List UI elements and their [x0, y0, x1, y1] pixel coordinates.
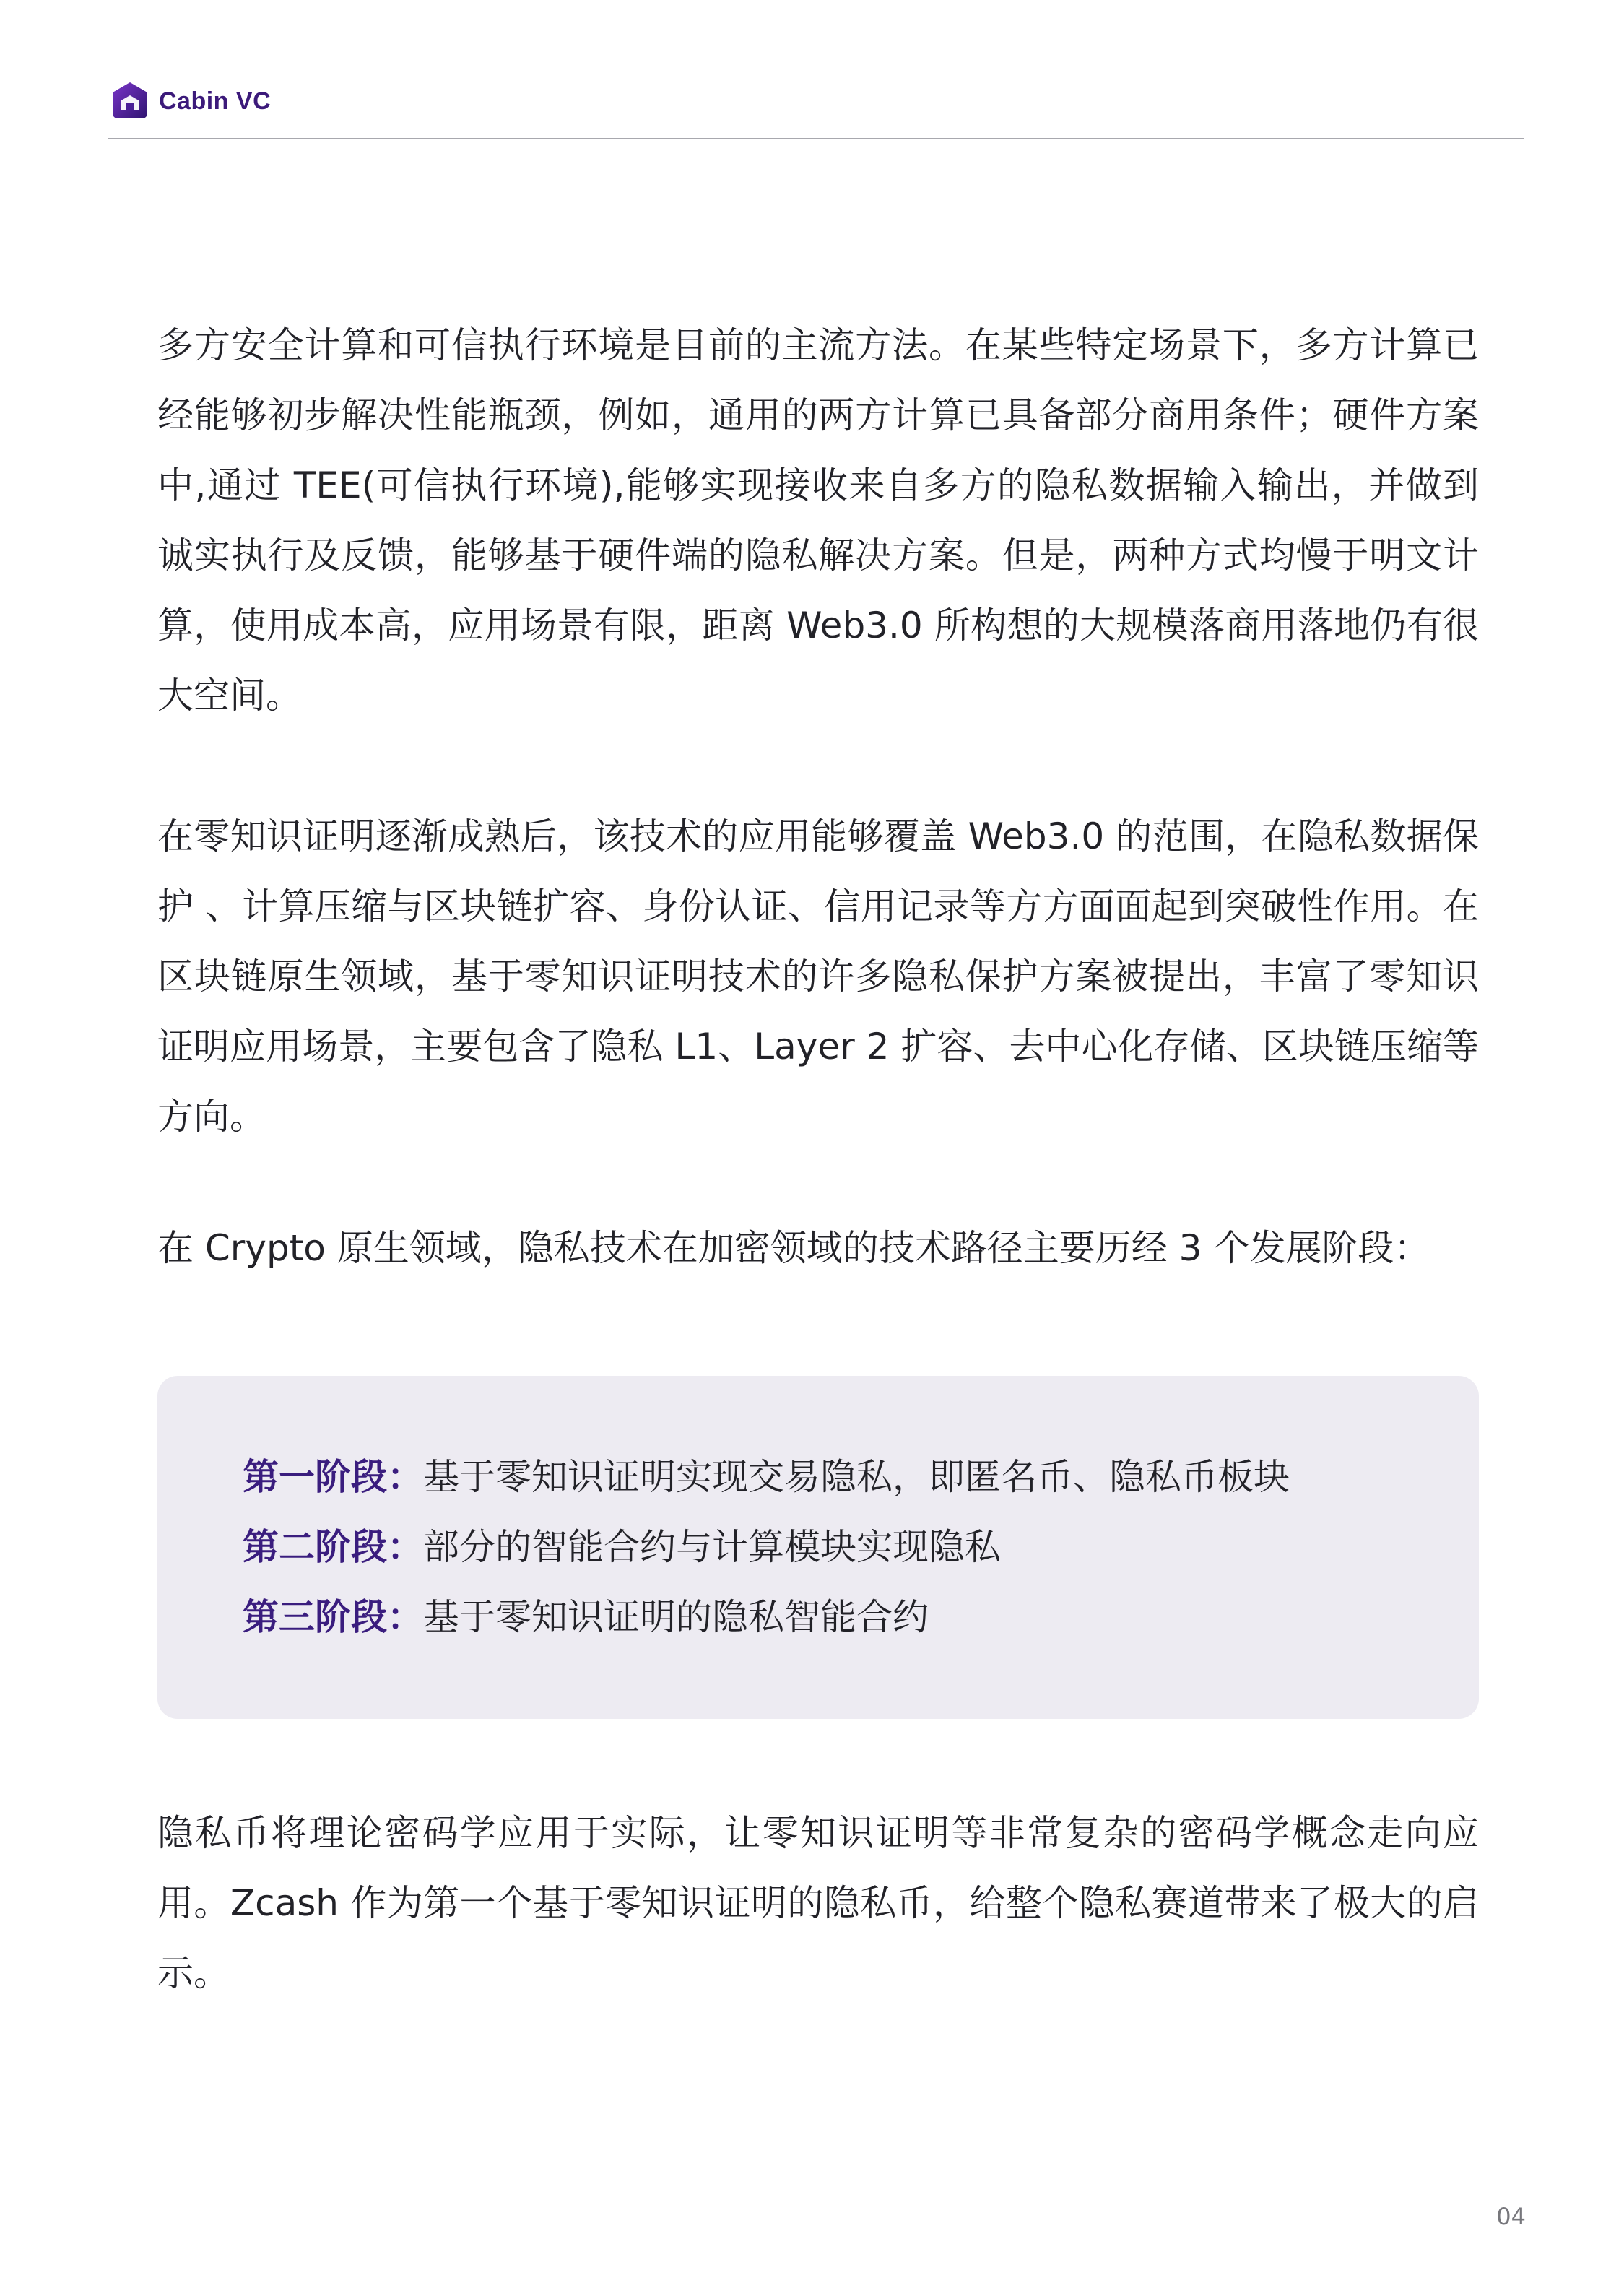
stage-label: 第三阶段：: [243, 1596, 423, 1638]
stage-label: 第二阶段：: [243, 1526, 423, 1568]
stage-item: [243, 1442, 1479, 1512]
paragraph-crypto-stages-intro: 在 Crypto 原生领域，隐私技术在加密领域的技术路径主要历经 3 个发展阶段：: [157, 1227, 1430, 1269]
stage-label: 第一阶段：: [243, 1456, 423, 1498]
stage-text: 基于零知识证明实现交易隐私，即匿名币、隐私币板块: [423, 1456, 1290, 1498]
cabin-vc-logo-icon: [108, 79, 152, 123]
page-header: [108, 72, 271, 130]
header-divider: [108, 138, 1524, 139]
stage-text: 部分的智能合约与计算模块实现隐私: [423, 1526, 1001, 1568]
paragraph-mpc-tee: 多方安全计算和可信执行环境是目前的主流方法。在某些特定场景下，多方计算已经能够初步解决性能瓶颈，例如，通用的两方计算已具备部分商用条件；硬件方案中,通过 TEE(可信执行环境),能够实现接收来自多方的隐私数据输入输出，并做到诚实执行及反馈，能够基于硬件端的隐私解决方案。但是，两种方式均慢于明文计算，使用成本高，应用场景有限，距离 Web3.0 所构想的大规模落商用落地仍有很大空间。: [157, 324, 1479, 716]
paragraph-privacy-coins: 隐私币将理论密码学应用于实际，让零知识证明等非常复杂的密码学概念走向应用。Zcash 作为第一个基于零知识证明的隐私币，给整个隐私赛道带来了极大的启示。: [157, 1812, 1479, 1994]
brand-name: Cabin VC: [159, 87, 272, 115]
page-number: 04: [1496, 2203, 1526, 2230]
stage-item: [243, 1512, 1479, 1582]
stage-item: [243, 1582, 1479, 1652]
stages-callout: [157, 1376, 1479, 1719]
paragraph-zkp-applications: 在零知识证明逐渐成熟后，该技术的应用能够覆盖 Web3.0 的范围，在隐私数据保护 、计算压缩与区块链扩容、身份认证、信用记录等方方面面起到突破性作用。在区块链原生领域，基于零知识证明技术的许多隐私保护方案被提出，丰富了零知识证明应用场景，主要包含了隐私 L1、Layer 2 扩容、去中心化存储、区块链压缩等方向。: [157, 815, 1479, 1138]
stage-text: 基于零知识证明的隐私智能合约: [423, 1596, 929, 1638]
